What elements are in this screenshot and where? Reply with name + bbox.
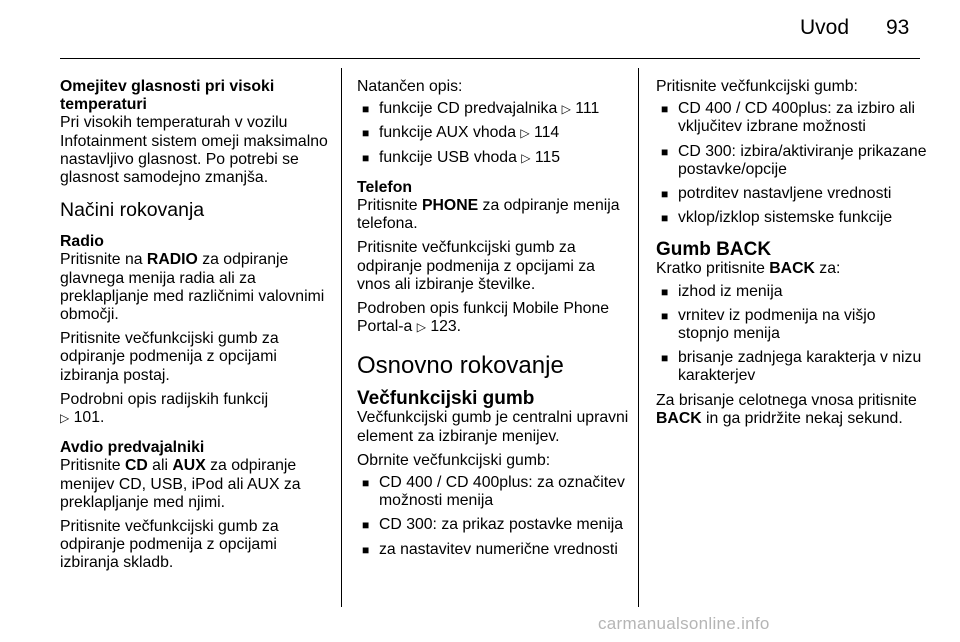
text-run: Podroben opis funkcij Mobile Phone Portal-a	[357, 300, 610, 336]
column-divider-left	[341, 68, 342, 607]
phone-heading: Telefon	[357, 178, 412, 196]
knob-press-label: Pritisnite večfunkcijski gumb:	[656, 78, 858, 95]
list-item	[357, 149, 632, 167]
page-reference: 114	[534, 124, 560, 142]
list-item	[357, 124, 632, 142]
reference-arrow-icon: ▷	[561, 102, 571, 117]
page-reference: 115	[534, 148, 561, 166]
watermark[interactable]: carmanualsonline.info	[598, 614, 770, 633]
text-run: za:	[814, 260, 841, 278]
list-item: ■ izhod iz menija	[656, 283, 928, 301]
page-number: 93	[886, 16, 910, 39]
radio-heading: Radio	[60, 233, 104, 251]
basic-operation-heading: Osnovno rokovanje	[357, 352, 564, 380]
back-button-label: BACK	[656, 409, 702, 427]
radio-paragraph-1	[60, 251, 330, 324]
phone-paragraph-1	[357, 197, 632, 233]
column-middle	[357, 78, 632, 565]
list-item: ■ CD 300: izbira/aktiviranje prikazane postavke/opcije	[656, 143, 928, 179]
knob-turn-list	[357, 474, 632, 559]
back-paragraph-2	[656, 392, 928, 428]
list-item: ■ brisanje zadnjega karakterja v nizu karakterjev	[656, 349, 928, 385]
text-run: za odpiranje glavnega menija radia ali za preklapljanje med različnimi valovnimi območji.	[60, 251, 325, 324]
aux-button-label: AUX	[172, 457, 206, 475]
back-paragraph-1	[656, 260, 928, 278]
text-run: in ga pridržite nekaj sekund.	[701, 409, 903, 427]
text-run: Za brisanje celotnega vnosa pritisnite	[656, 391, 917, 409]
multifunction-knob-heading: Večfunkcijski gumb	[357, 388, 535, 410]
text-run: ali	[147, 457, 173, 475]
text-run: Kratko pritisnite	[656, 260, 770, 278]
text-run: Podrobni opis radijskih funkcij	[60, 390, 269, 408]
column-divider-right	[638, 68, 639, 607]
back-button-label: BACK	[769, 260, 815, 278]
list-item: ■ CD 400 / CD 400plus: za izbiro ali vključitev izbrane možnosti	[656, 100, 928, 136]
back-list	[656, 283, 928, 386]
list-item: ■ CD 400 / CD 400plus: za označitev možnosti menija	[357, 474, 632, 510]
phone-button-label: PHONE	[421, 197, 479, 215]
column-left	[60, 78, 330, 579]
text-run: za odpiranje menijev CD, USB, iPod ali AUX za preklapljanje med njimi.	[60, 457, 301, 511]
list-item: ■ CD 300: za prikaz postavke menija	[357, 516, 632, 534]
audio-players-heading: Avdio predvajalniki	[60, 439, 205, 457]
audio-paragraph-1	[60, 457, 330, 512]
knob-paragraph-2: Obrnite večfunkcijski gumb:	[357, 451, 551, 469]
back-button-heading: Gumb BACK	[656, 239, 772, 261]
phone-paragraph-3	[357, 300, 632, 336]
list-item	[357, 100, 632, 118]
list-item: ■ vrnitev iz podmenija na višjo stopnjo menija	[656, 307, 928, 343]
phone-paragraph-2: Pritisnite večfunkcijski gumb za odpiranje podmenija z opcijami za vnos ali izbiranje številke.	[357, 239, 595, 293]
text-run: Pritisnite	[357, 197, 422, 215]
detail-list	[357, 100, 632, 167]
page-reference: 123.	[430, 318, 462, 336]
text-run: za odpiranje menija telefona.	[357, 197, 620, 233]
column-right	[656, 78, 928, 434]
cd-button-label: CD	[124, 457, 148, 475]
audio-paragraph-2: Pritisnite večfunkcijski gumb za odpiranje podmenija z opcijami izbiranja skladb.	[60, 518, 279, 572]
knob-press-list	[656, 100, 928, 227]
text-run: Pritisnite na	[60, 251, 147, 269]
text-run: funkcije AUX vhoda	[379, 124, 521, 142]
knob-paragraph-1: Večfunkcijski gumb je centralni upravni element za izbiranje menijev.	[357, 409, 629, 445]
reference-arrow-icon: ▷	[521, 150, 531, 165]
operation-modes-heading: Načini rokovanja	[60, 199, 205, 222]
radio-paragraph-3	[60, 391, 330, 427]
page-title: Uvod	[800, 16, 850, 39]
page-reference: 101.	[73, 409, 105, 427]
detail-description-label: Natančen opis:	[357, 78, 463, 95]
text-run: funkcije CD predvajalnika	[379, 100, 562, 118]
text-run: Pritisnite	[60, 457, 125, 475]
reference-arrow-icon: ▷	[60, 411, 70, 426]
list-item: ■ vklop/izklop sistemske funkcije	[656, 209, 928, 227]
reference-arrow-icon: ▷	[520, 126, 530, 141]
temp-limit-heading: Omejitev glasnosti pri visoki temperaturi	[60, 78, 275, 114]
reference-arrow-icon: ▷	[416, 320, 426, 335]
list-item: ■ za nastavitev numerične vrednosti	[357, 541, 632, 559]
radio-paragraph-2: Pritisnite večfunkcijski gumb za odpiranje podmenija z opcijami izbiranja postaj.	[60, 330, 279, 384]
list-item: ■ potrditev nastavljene vrednosti	[656, 185, 928, 203]
page-reference: 111	[575, 100, 600, 118]
header-divider	[60, 58, 920, 59]
text-run: funkcije USB vhoda	[379, 148, 522, 166]
page-header	[0, 0, 960, 64]
radio-button-label: RADIO	[146, 251, 198, 269]
temp-limit-text: Pri visokih temperaturah v vozilu Infotainment sistem omeji maksimalno nastavljivo glasnost. Po potrebi se glasnost samodejno zmanjša.	[60, 114, 328, 187]
